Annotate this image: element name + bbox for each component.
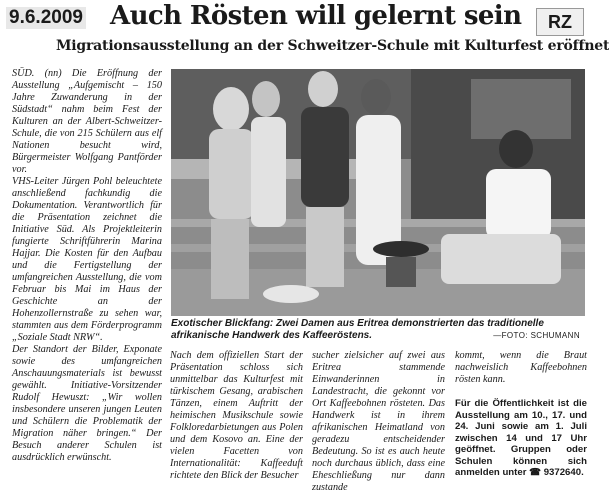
article-photo <box>171 69 585 316</box>
article-column-4: kommt, wenn die Braut nachweislich Kaffeebohnen rösten kann. <box>455 350 587 385</box>
info-box: Für die Öffentlichkeit ist die Ausstellung am 10., 17. und 24. Juni sowie am 1. Juli zwischen 14 und 17 Uhr geöffnet. Gruppen oder Schulen können sich anmelden unter ☎ 9372640. <box>455 398 587 478</box>
article-date: 9.6.2009 <box>6 7 86 29</box>
article-column-3: sucher zielsicher auf zwei aus Eritrea stammende Einwanderinnen in Landestracht, die gekonnt vor Ort Kaffeebohnen rösteten. Das Handwerk ist in ihrem afrikanischen Heimatland von geradezu entscheidender Bedeutung. So ist es auch heute noch durchaus üblich, dass eine Eheschließung nur dann zustande <box>312 350 445 493</box>
article-headline: Auch Rösten will gelernt sein <box>110 1 522 31</box>
publication-badge: RZ <box>536 8 584 36</box>
photo-caption: Exotischer Blickfang: Zwei Damen aus Eritrea demonstrierten das traditionelle afrikanische Handwerk des Kaffeeröstens. <box>171 318 544 341</box>
article-column-2: Nach dem offiziellen Start der Präsentation schloss sich unmittelbar das Kulturfest mit türkischem Gesang, arabischen Tänzen, einem Auftritt der heimischen Musikschule sowie Folkloredarbietungen aus Polen und dem Kosovo an. Eine der vielen Facetten von Internationalität: Kaffeeduft richtete den Blick der Besucher <box>170 350 303 481</box>
article-subheadline: Migrationsausstellung an der Schweitzer-Schule mit Kulturfest eröffnet <box>56 38 609 54</box>
photo-credit: —FOTO: SCHUMANN <box>493 331 580 340</box>
article-column-1: SÜD. (nn) Die Eröffnung der Ausstellung „Aufgemischt – 150 Jahre Zuwanderung in der Südstadt“ nahm beim Fest der Kulturen an der Albert-Schweitzer-Schule, die von 215 Schülern aus elf Nationen besucht wird, Bürgermeister Wolfgang Pantförder vor. VHS-Leiter Jürgen Pohl beleuchtete anschließend fachkundig die Dokumentation. Verantwortlich für die Präsentation zeichnet die Initiative Süd. Als Projektleiterin fungierte Schriftführerin Marina Hajjar. Die Kosten für den Aufbau und die Fertigstellung der umfangreichen Ausstellung, die vom Februar bis Mai im Haus der Geschichte an der Hohenzollernstraße zu sehen war, stammten aus dem Förderprogramm „Soziale Stadt NRW“. Der Standort der Bilder, Exponate sowie des umfangreichen Anschauungsmaterials ist bewusst gewählt. Initiative-Vorsitzender Rudolf Hewuszt: „Wir wollen insbesondere unseren jungen Leuten und Schülern die Problematik der Migration näher bringen.“ Der Besuch anderer Schulen ist ausdrücklich erwünscht. <box>12 68 162 463</box>
